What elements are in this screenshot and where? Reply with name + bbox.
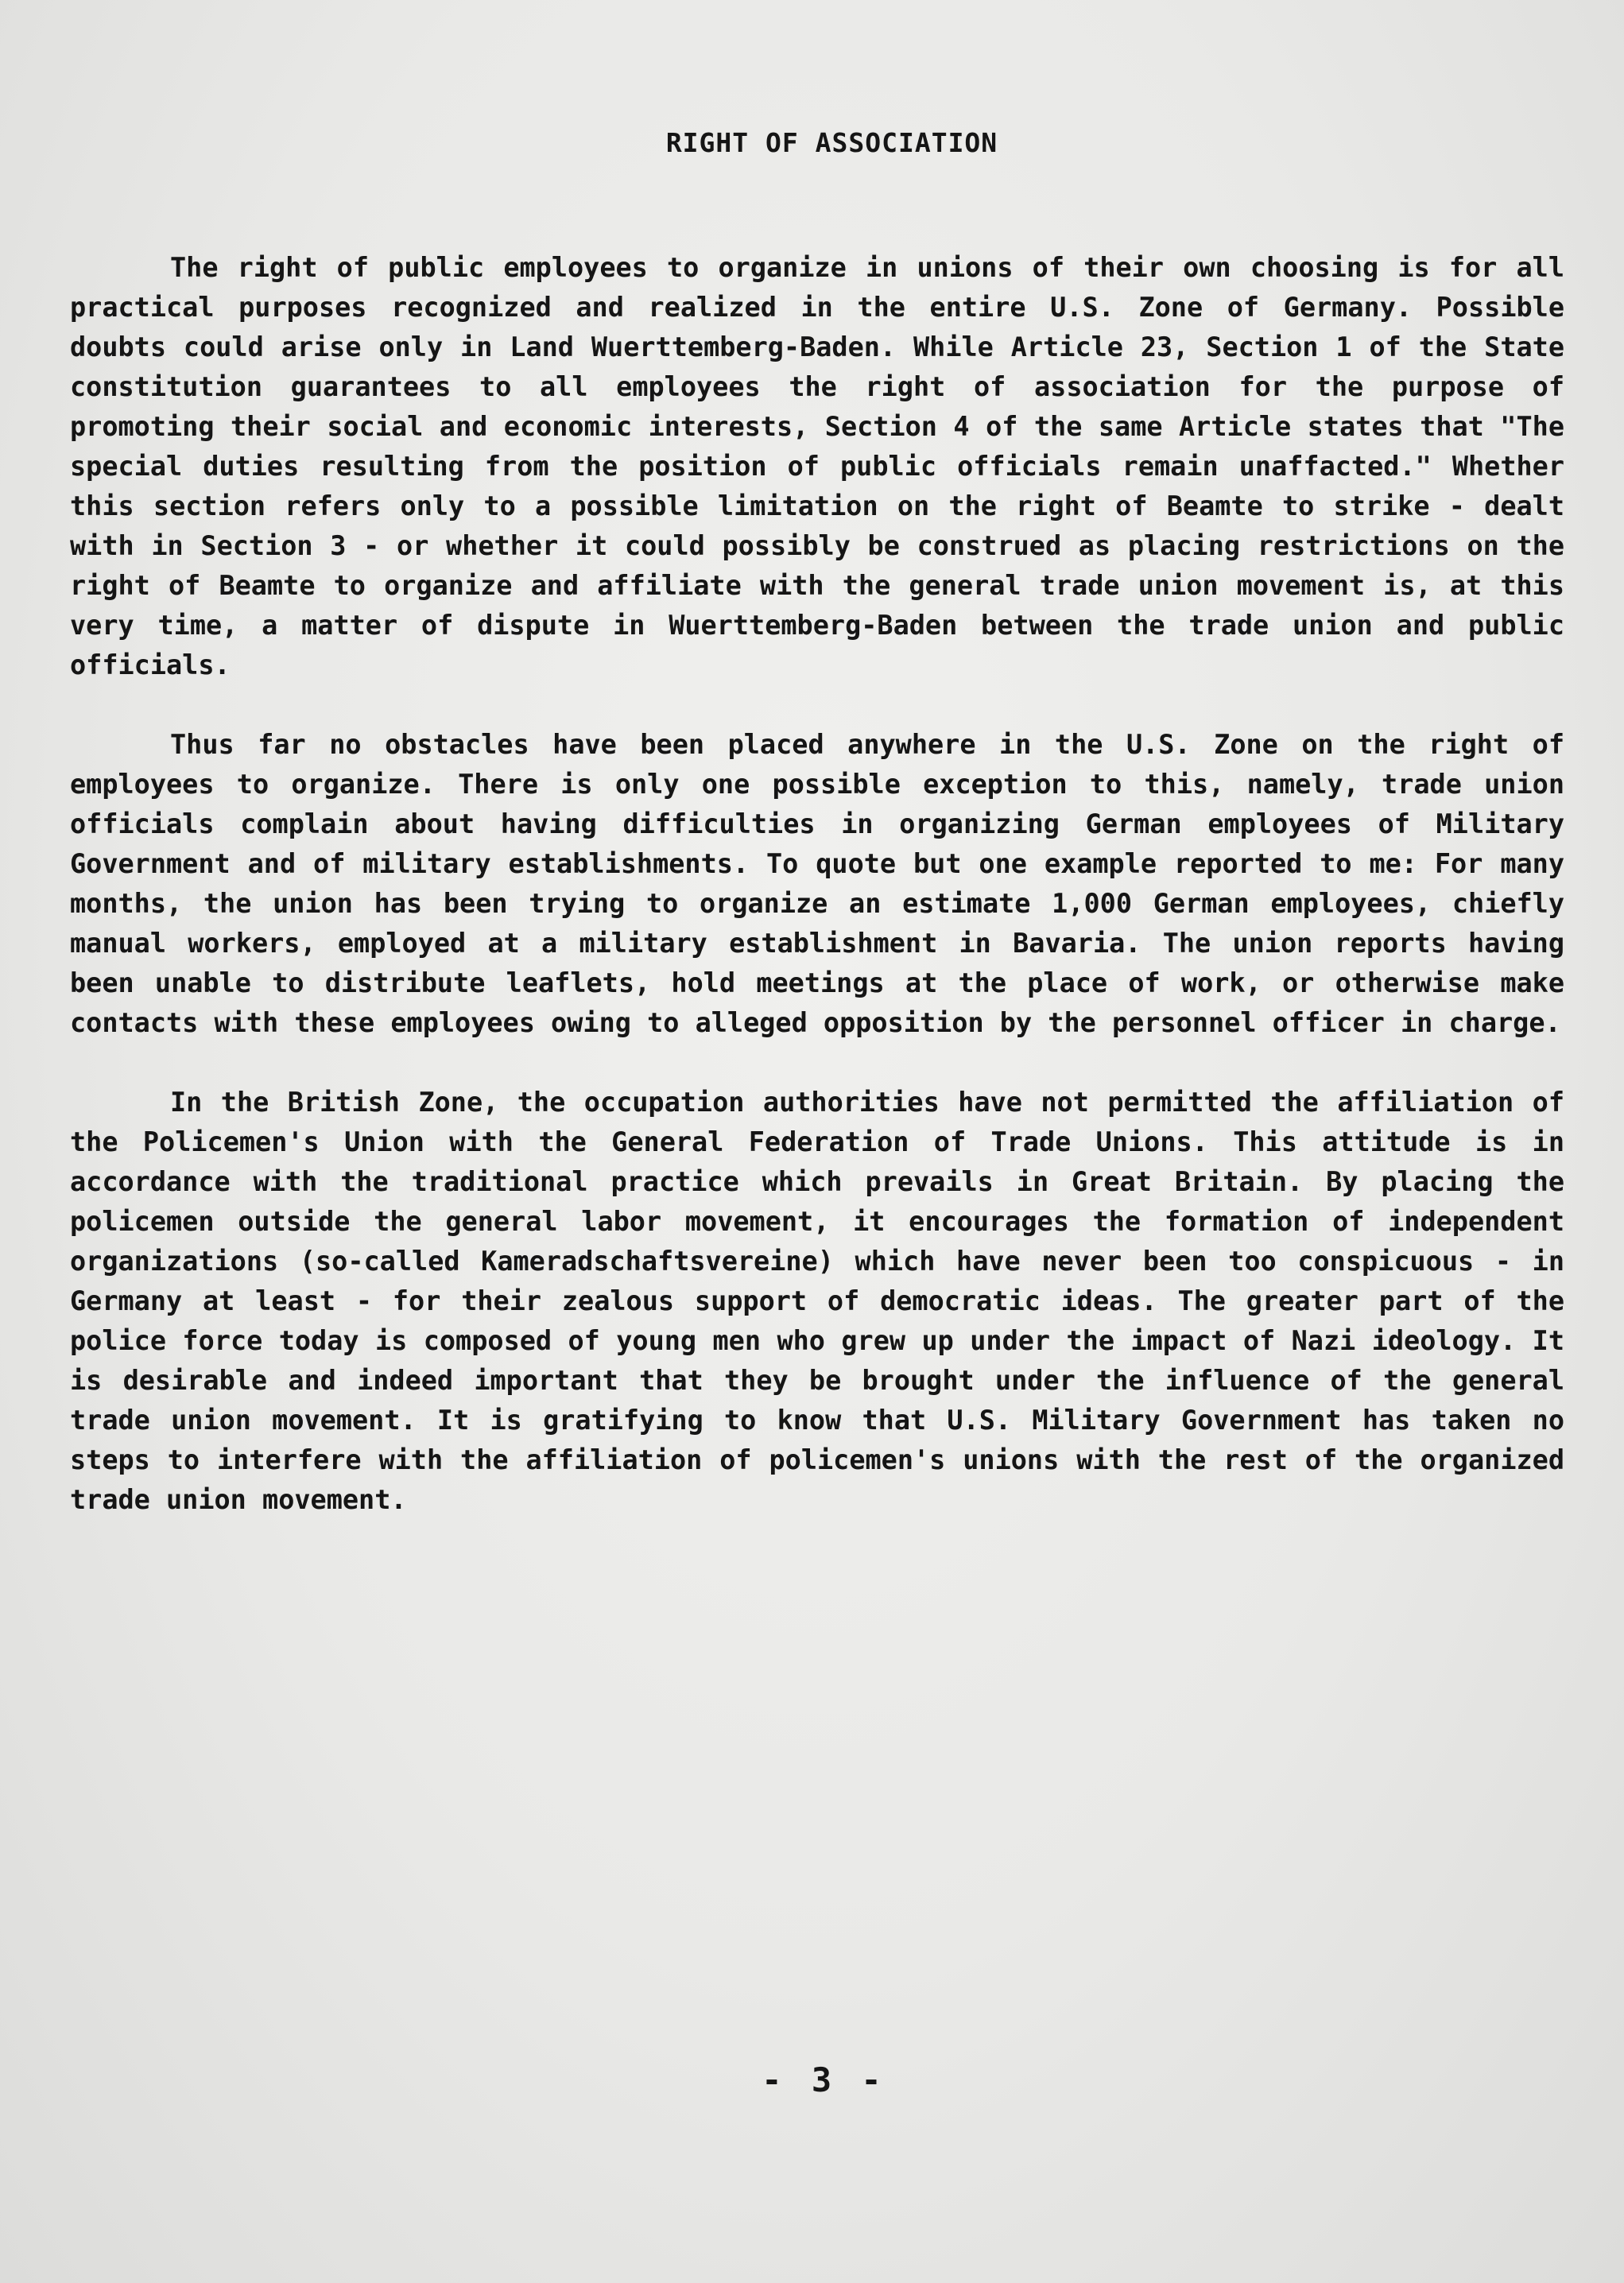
paragraph-us-zone-obstacles: Thus far no obstacles have been placed anywhere in the U.S. Zone on the right of employees to organize. There is only one possible exception to this, namely, trade union officials complain about having difficulties in organizing German employees of Military Government and of military establishments. To quote but one example reported to me: For many months, the union has been trying to organize an estimate 1,000 German employees, chiefly manual workers, employed at a military establishment in Bavaria. The union reports having been unable to distribute leaflets, hold meetings at the place of work, or otherwise make contacts with these employees owing to alleged opposition by the personnel officer in charge. — [70, 729, 1564, 1038]
paragraph-british-zone: In the British Zone, the occupation authorities have not permitted the affiliation of the Policemen's Union with the General Federation of Trade Unions. This attitude is in accordance with the traditional practice which prevails in Great Britain. By placing the policemen outside the general labor movement, it encourages the formation of independent organizations (so-called Kameradschaftsvereine) which have never been too conspicuous - in Germany at least - for their zealous support of democratic ideas. The greater part of the police force today is composed of young men who grew up under the impact of Nazi ideology. It is desirable and indeed important that they be brought under the influence of the general trade union movement. It is gratifying to know that U.S. Military Government has taken no steps to interfere with the affiliation of policemen's unions with the rest of the organized trade union movement. — [70, 1087, 1564, 1515]
page-title: RIGHT OF ASSOCIATION — [665, 127, 998, 158]
page-number: - 3 - — [762, 2060, 886, 2099]
paragraph-public-employees: The right of public employees to organize in unions of their own choosing is for all practical purposes recognized and realized in the entire U.S. Zone of Germany. Possible doubts could arise only in Land Wuerttemberg-Baden. While Article 23, Section 1 of the State constitution guarantees to all employees the right of association for the purpose of promoting their social and economic interests, Section 4 of the same Article states that "The special duties resulting from the position of public officials remain unaffacted." Whether this section refers only to a possible limitation on the right of Beamte to strike - dealt with in Section 3 - or whether it could possibly be construed as placing restrictions on the right of Beamte to organize and affiliate with the general trade union movement is, at this very time, a matter of dispute in Wuerttemberg-Baden between the trade union and public officials. — [70, 252, 1564, 680]
document-body — [70, 248, 1564, 1560]
